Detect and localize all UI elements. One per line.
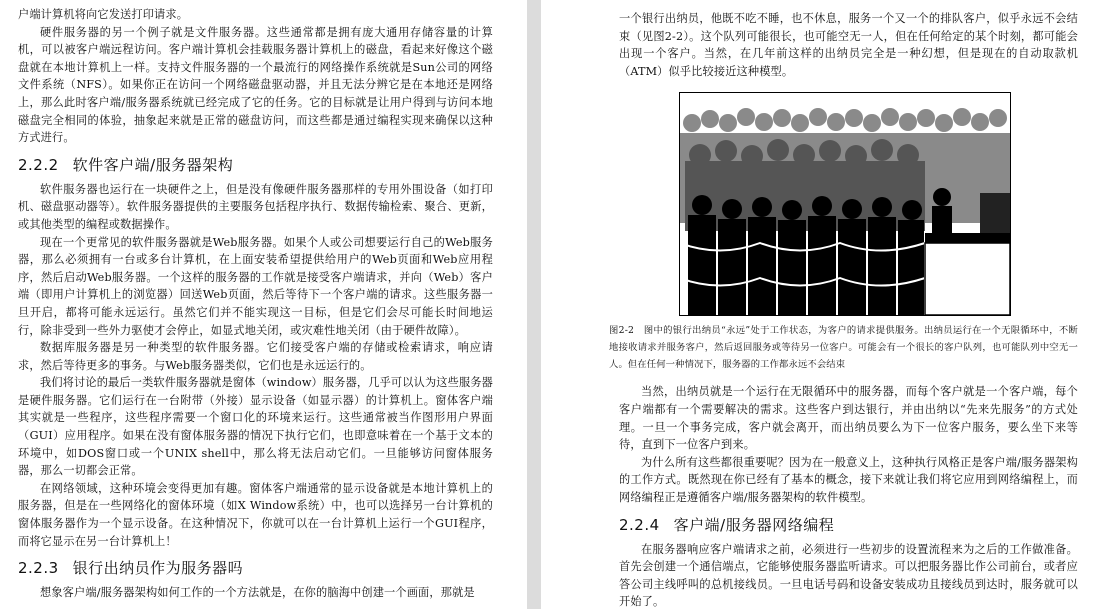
section-heading-2-2-3 [18, 558, 493, 578]
bank-queue-picture [680, 93, 1010, 315]
section-number: 2.2.2 [18, 155, 59, 174]
left-page [0, 0, 527, 609]
section-title: 银行出纳员作为服务器吗 [72, 559, 244, 578]
section-heading-2-2-2 [18, 155, 493, 175]
section-number: 2.2.4 [619, 515, 660, 534]
section-number: 2.2.3 [18, 559, 59, 578]
paragraph: 硬件服务器的另一个例子就是文件服务器。这些通常都是拥有庞大通用存储容量的计算机，可以被客户端远程访问。客户端计算机会挂载服务器计算机上的磁盘，看起来好像这个磁盘就在本地计算机上一样。支持文件服务器的一个最流行的网络操作系统就是Sun公司的网络文件系统（NFS）。如果你正在访问一个网络磁盘驱动器，并且无法分辨它是在本地还是网络上，那么此时客户端/服务器系统就已经完成了它的任务。它的目标就是让用户得到与访问本地磁盘完全相同的体验，抽象起来就是正常的磁盘访问，而这些都是通过编程实现来确保以这种方式进行。 [18, 25, 493, 145]
paragraph: 现在一个更常见的软件服务器就是Web服务器。如果个人或公司想要运行自己的Web服务器，那么必须拥有一台或多台计算机，在上面安装希望提供给用户的Web页面和Web应用程序，然后启动Web服务器。一个这样的服务器的工作就是接受客户端请求，并向（Web）客户端（即用户计算机上的浏览器）回送Web页面，然后等待下一个客户端的请求。这些服务器一旦开启，都将可能永远运行。虽然它们并不能实现这一目标，但是它们会尽可能长时间地运行，除非受到一些外力驱使才会停止，如显式地关闭，或灾难性地关闭（由于硬件故障）。 [18, 235, 493, 337]
page-gutter [527, 0, 541, 609]
paragraph: 软件服务器也运行在一块硬件之上，但是没有像硬件服务器那样的专用外围设备（如打印机、磁盘驱动器等）。软件服务器提供的主要服务包括程序执行、数据传输检索、聚合、更新，或其他类型的编程或数据操作。 [18, 182, 493, 231]
paragraph: 在网络领域，这种环境会变得更加有趣。窗体客户端通常的显示设备就是本地计算机上的服务器，但是在一些网络化的窗体环境（如X Window系统）中，也可以选择另一台计算机的窗体服务器作为一个显示设备。在这种情况下，你就可以在一台计算机上运行一个GUI程序，而将它显示在另一台计算机上！ [18, 481, 493, 548]
paragraph: 想象客户端/服务器架构如何工作的一个方法就是，在你的脑海中创建一个画面，那就是 [40, 586, 475, 600]
section-heading-2-2-4 [619, 515, 1078, 535]
paragraph: 为什么所有这些都很重要呢？因为在一般意义上，这种执行风格正是客户端/服务器架构的工作方式。既然现在你已经有了基本的概念，接下来就让我们将它应用到网络编程上，而网络编程正是遵循客户端/服务器架构的软件模型。 [619, 455, 1078, 504]
section-title: 软件客户端/服务器架构 [72, 155, 234, 174]
paragraph: 一个银行出纳员，他既不吃不睡，也不休息，服务一个又一个的排队客户，似乎永远不会结束（见图2-2）。这个队列可能很长，也可能空无一人，但在任何给定的某个时刻，都可能会出现一个客户。当然，在几年前这样的出纳员完全是一种幻想，但是现在的自动取款机（ATM）似乎比较接近这种模型。 [619, 12, 1078, 78]
paragraph: 当然，出纳员就是一个运行在无限循环中的服务器，而每个客户就是一个客户端，每个客户端都有一个需要解决的需求。这些客户到达银行，并由出纳以“先来先服务”的方式处理。一旦一个事务完成，客户就会离开，而出纳员要么为下一位客户服务，要么坐下来等待，直到下一位客户到来。 [619, 385, 1078, 452]
figure-caption: 图2-2 图中的银行出纳员“永远”处于工作状态，为客户的请求提供服务。出纳员运行在一个无限循环中，不断地接收请求并服务客户，然后返回服务或等待另一位客户。可能会有一个很长的客户队列，也可能队列中空无一人。但在任何一种情况下，服务器的工作都永远不会结束 [609, 325, 1078, 371]
right-page [541, 0, 1098, 609]
paragraph: 户端计算机将向它发送打印请求。 [18, 8, 189, 21]
paragraph: 数据库服务器是另一种类型的软件服务器。它们接受客户端的存储或检索请求，响应请求，然后等待更多的事务。与Web服务器类似，它们也是永远运行的。 [18, 341, 493, 372]
teller-person [932, 188, 952, 236]
paragraph: 我们将讨论的最后一类软件服务器就是窗体（window）服务器，几乎可以认为这些服务器是硬件服务器。它们运行在一台附带（外接）显示设备（如显示器）的计算机上。窗体客户端其实就是一些程序，这些程序需要一个窗口化的环境来运行。这些通常被当作图形用户界面（GUI）应用程序。如果在没有窗体服务器的情况下执行它们，也即意味着在一个基于文本的环境中，如DOS窗口或一个UNIX shell中，那么将无法启动它们。一旦能够访问窗体服务器，那么一切都会正常。 [18, 376, 493, 478]
bank-teller-illustration [679, 92, 1011, 316]
section-title: 客户端/服务器网络编程 [673, 515, 835, 534]
paragraph: 在服务器响应客户端请求之前，必须进行一些初步的设置流程来为之后的工作做准备。首先会创建一个通信端点，它能够使服务器监听请求。可以把服务器比作公司前台，或者应答公司主线呼叫的总机接线员。一旦电话号码和设备安装成功且接线员到达时，服务就可以开始了。 [619, 542, 1078, 609]
